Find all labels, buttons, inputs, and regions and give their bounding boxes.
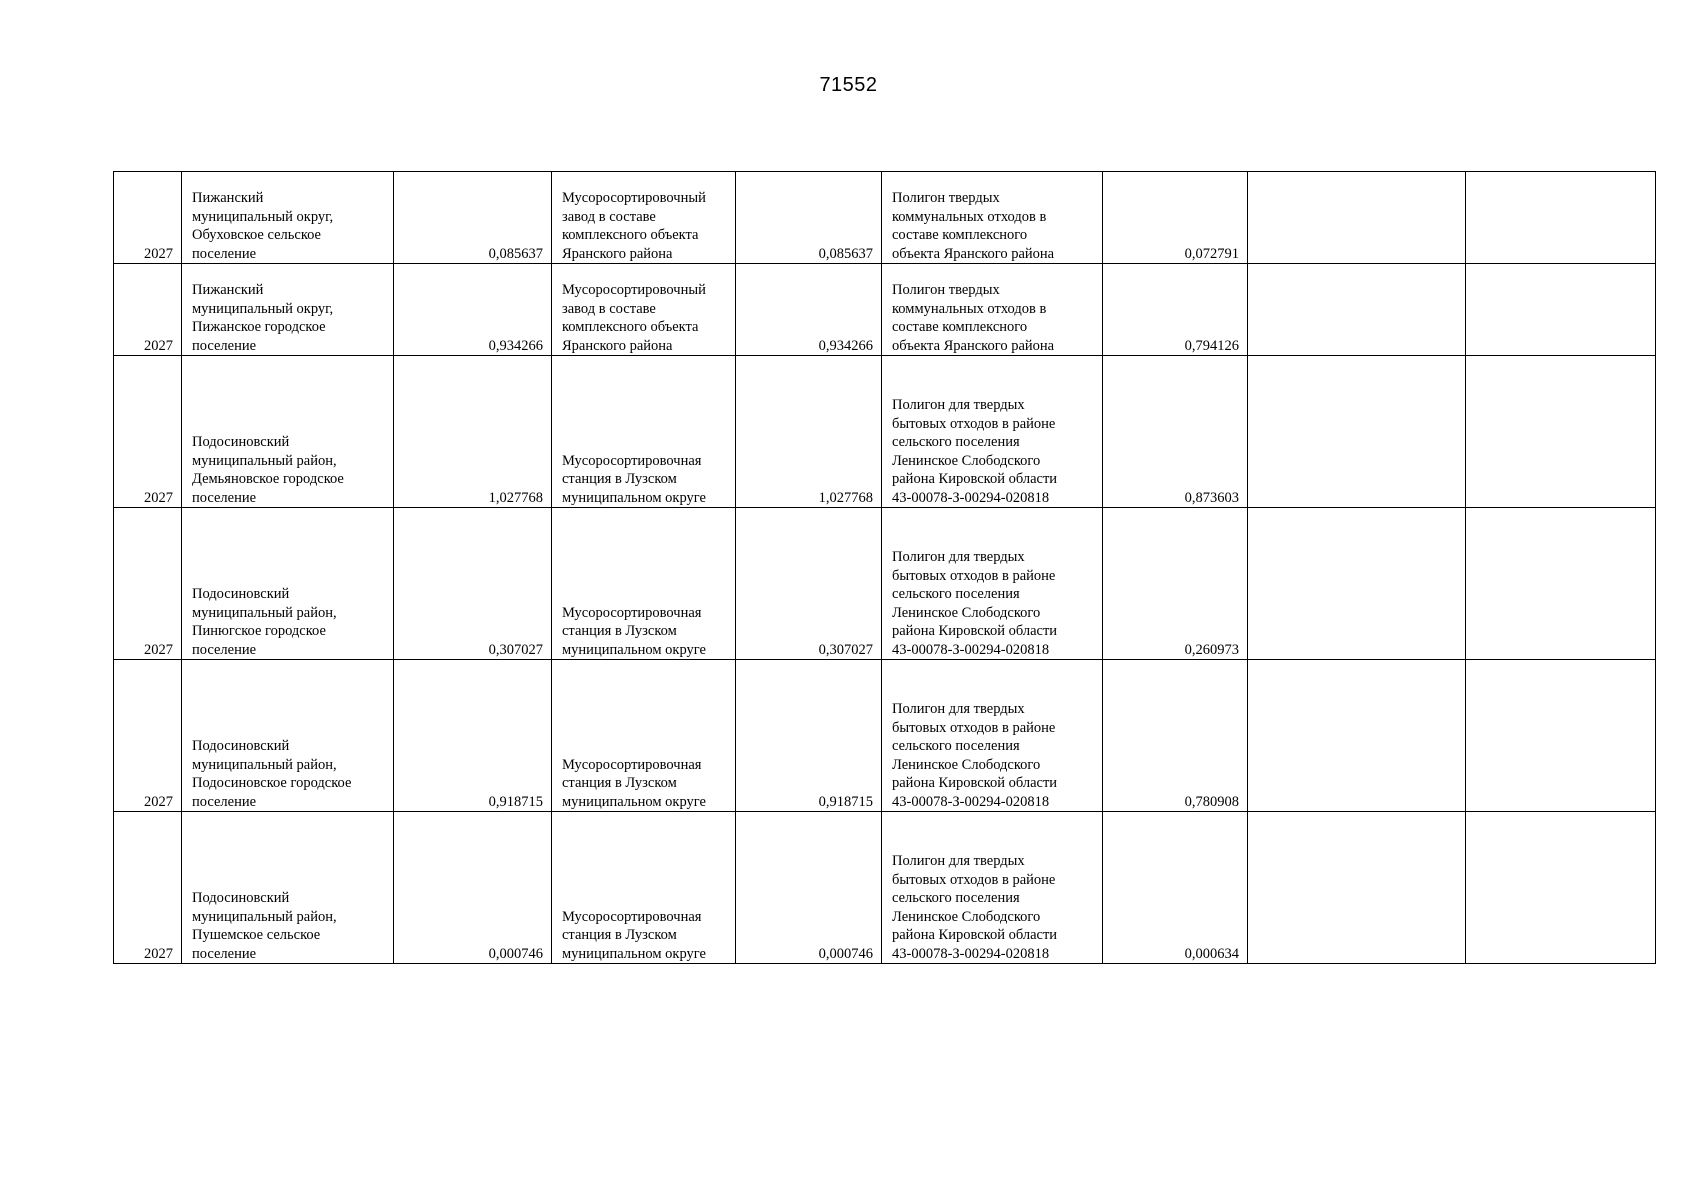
empty-cell bbox=[1248, 356, 1466, 508]
empty-cell bbox=[1248, 812, 1466, 964]
sorting-facility-cell: Мусоросортировочный завод в составе комплексного объекта Яранского района bbox=[552, 264, 736, 356]
empty-cell bbox=[1466, 812, 1656, 964]
empty-cell bbox=[1466, 356, 1656, 508]
mass-sorted-cell: 0,307027 bbox=[736, 508, 882, 660]
settlement-cell: Подосиновский муниципальный район, Пинюгское городское поселение bbox=[182, 508, 394, 660]
sorting-facility-cell: Мусоросортировочная станция в Лузском муниципальном округе bbox=[552, 356, 736, 508]
empty-cell bbox=[1466, 172, 1656, 264]
mass-sorted-cell: 0,085637 bbox=[736, 172, 882, 264]
disposal-facility-cell: Полигон для твердых бытовых отходов в районе сельского поселения Ленинское Слободского района Кировской области 43-00078-З-00294-020818 bbox=[882, 660, 1103, 812]
empty-cell bbox=[1248, 264, 1466, 356]
settlement-cell: Пижанский муниципальный округ, Обуховское сельское поселение bbox=[182, 172, 394, 264]
disposal-facility-cell: Полигон твердых коммунальных отходов в составе комплексного объекта Яранского района bbox=[882, 172, 1103, 264]
mass-generated-cell: 0,918715 bbox=[394, 660, 552, 812]
mass-generated-cell: 1,027768 bbox=[394, 356, 552, 508]
year-cell: 2027 bbox=[114, 356, 182, 508]
settlement-cell: Подосиновский муниципальный район, Пушемское сельское поселение bbox=[182, 812, 394, 964]
mass-disposed-cell: 0,873603 bbox=[1103, 356, 1248, 508]
table-row bbox=[114, 172, 1656, 264]
empty-cell bbox=[1466, 508, 1656, 660]
sorting-facility-cell: Мусоросортировочный завод в составе комплексного объекта Яранского района bbox=[552, 172, 736, 264]
settlement-cell: Подосиновский муниципальный район, Подосиновское городское поселение bbox=[182, 660, 394, 812]
mass-generated-cell: 0,307027 bbox=[394, 508, 552, 660]
mass-sorted-cell: 0,918715 bbox=[736, 660, 882, 812]
year-cell: 2027 bbox=[114, 660, 182, 812]
sorting-facility-cell: Мусоросортировочная станция в Лузском муниципальном округе bbox=[552, 508, 736, 660]
mass-disposed-cell: 0,794126 bbox=[1103, 264, 1248, 356]
mass-disposed-cell: 0,780908 bbox=[1103, 660, 1248, 812]
mass-disposed-cell: 0,260973 bbox=[1103, 508, 1248, 660]
sorting-facility-cell: Мусоросортировочная станция в Лузском муниципальном округе bbox=[552, 660, 736, 812]
page-number: 71552 bbox=[819, 74, 878, 96]
empty-cell bbox=[1466, 264, 1656, 356]
table-body bbox=[114, 172, 1656, 964]
table-row bbox=[114, 812, 1656, 964]
mass-generated-cell: 0,934266 bbox=[394, 264, 552, 356]
mass-sorted-cell: 0,934266 bbox=[736, 264, 882, 356]
empty-cell bbox=[1248, 660, 1466, 812]
mass-generated-cell: 0,085637 bbox=[394, 172, 552, 264]
empty-cell bbox=[1466, 660, 1656, 812]
mass-disposed-cell: 0,072791 bbox=[1103, 172, 1248, 264]
empty-cell bbox=[1248, 508, 1466, 660]
mass-disposed-cell: 0,000634 bbox=[1103, 812, 1248, 964]
waste-flow-table bbox=[113, 171, 1656, 964]
table-row bbox=[114, 508, 1656, 660]
mass-sorted-cell: 1,027768 bbox=[736, 356, 882, 508]
disposal-facility-cell: Полигон твердых коммунальных отходов в составе комплексного объекта Яранского района bbox=[882, 264, 1103, 356]
year-cell: 2027 bbox=[114, 172, 182, 264]
year-cell: 2027 bbox=[114, 264, 182, 356]
mass-sorted-cell: 0,000746 bbox=[736, 812, 882, 964]
table-row bbox=[114, 264, 1656, 356]
settlement-cell: Подосиновский муниципальный район, Демьяновское городское поселение bbox=[182, 356, 394, 508]
year-cell: 2027 bbox=[114, 812, 182, 964]
settlement-cell: Пижанский муниципальный округ, Пижанское городское поселение bbox=[182, 264, 394, 356]
disposal-facility-cell: Полигон для твердых бытовых отходов в районе сельского поселения Ленинское Слободского района Кировской области 43-00078-З-00294-020818 bbox=[882, 356, 1103, 508]
empty-cell bbox=[1248, 172, 1466, 264]
mass-generated-cell: 0,000746 bbox=[394, 812, 552, 964]
year-cell: 2027 bbox=[114, 508, 182, 660]
disposal-facility-cell: Полигон для твердых бытовых отходов в районе сельского поселения Ленинское Слободского района Кировской области 43-00078-З-00294-020818 bbox=[882, 812, 1103, 964]
sorting-facility-cell: Мусоросортировочная станция в Лузском муниципальном округе bbox=[552, 812, 736, 964]
table-row bbox=[114, 660, 1656, 812]
table-row bbox=[114, 356, 1656, 508]
disposal-facility-cell: Полигон для твердых бытовых отходов в районе сельского поселения Ленинское Слободского района Кировской области 43-00078-З-00294-020818 bbox=[882, 508, 1103, 660]
